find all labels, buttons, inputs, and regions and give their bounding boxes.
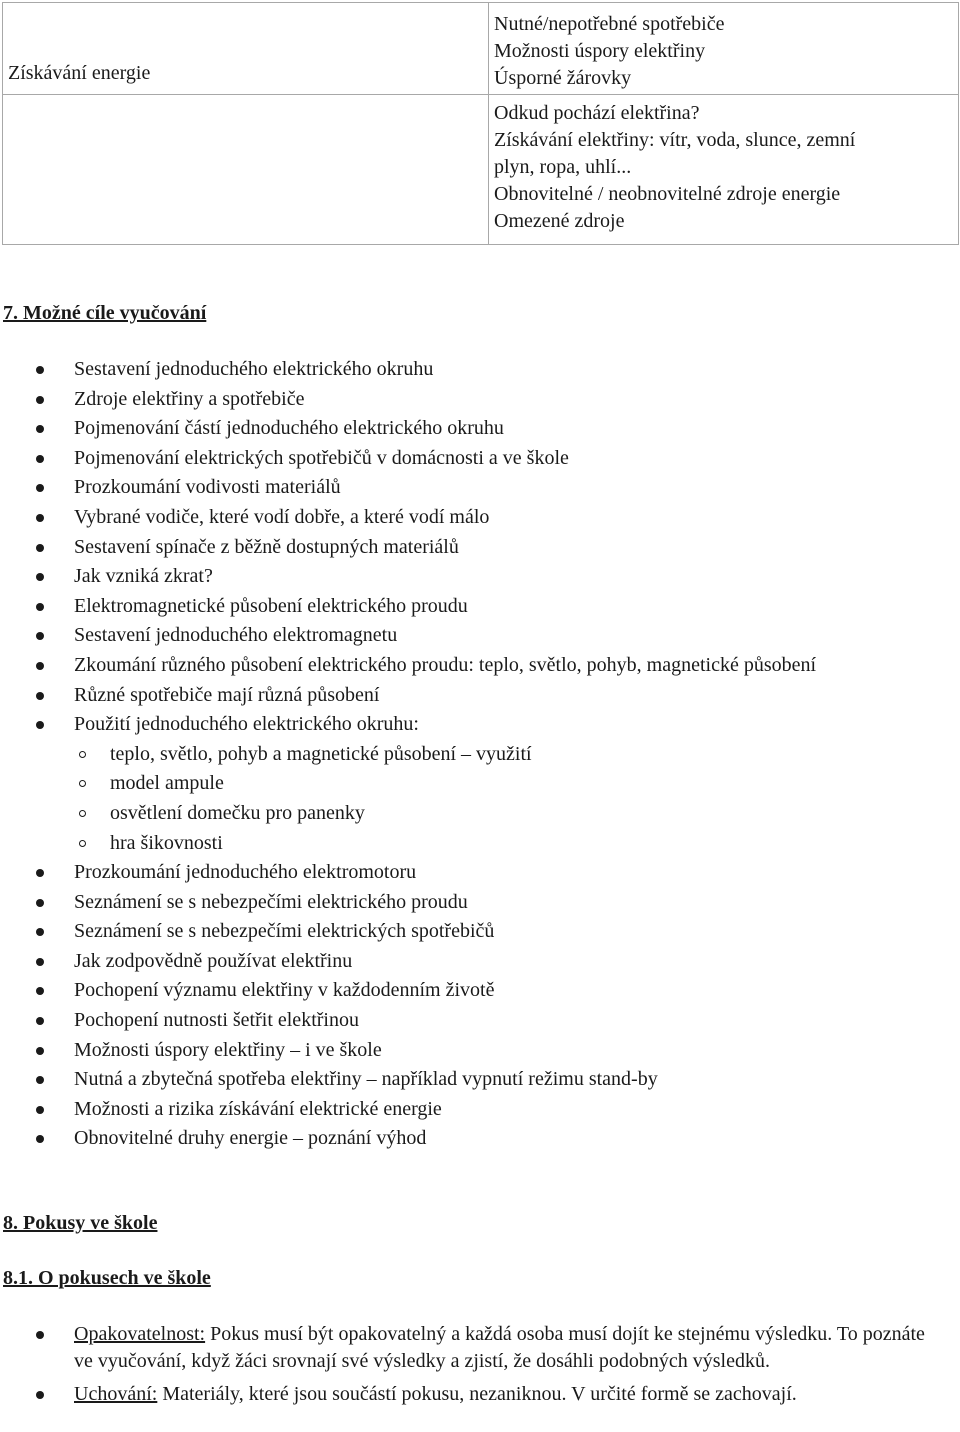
list-item (0, 917, 960, 947)
sub-list-item (0, 740, 960, 770)
list-item (0, 1065, 960, 1095)
list-item (0, 414, 960, 444)
list-item-text: teplo, světlo, pohyb a magnetické působení – využití (110, 742, 532, 765)
bullet-icon (36, 425, 44, 433)
list-item-text: Nutná a zbytečná spotřeba elektřiny – například vypnutí režimu stand-by (74, 1068, 658, 1091)
bullet-icon (36, 514, 44, 522)
list-item (0, 1124, 960, 1154)
list-item-text: Prozkoumání jednoduchého elektromotoru (74, 861, 417, 884)
bullet-icon (36, 692, 44, 700)
list-item-text: Pochopení významu elektřiny v každodenním životě (74, 979, 495, 1002)
content-line: Odkud pochází elektřina? (494, 102, 700, 124)
circle-bullet-icon (79, 780, 86, 787)
list-item (0, 888, 960, 918)
bullet-icon (36, 1391, 44, 1399)
list-item-text: hra šikovnosti (110, 831, 223, 854)
bullet-icon (36, 1017, 44, 1025)
list-item (0, 562, 960, 592)
list-item (0, 621, 960, 651)
circle-bullet-icon (79, 840, 86, 847)
list-item (0, 976, 960, 1006)
bullet-icon (36, 455, 44, 463)
list-item (0, 681, 960, 711)
section-7-heading: 7. Možné cíle vyučování (3, 302, 207, 324)
list-item (0, 355, 960, 385)
list-item-text: Zdroje elektřiny a spotřebiče (74, 387, 305, 410)
list-item (0, 1095, 960, 1125)
bullet-icon (36, 721, 44, 729)
content-line: plyn, ropa, uhlí... (494, 156, 632, 178)
topic-table (2, 2, 959, 245)
list-item-text: Pojmenování částí jednoduchého elektrického okruhu (74, 417, 504, 440)
topic-label: Získávání energie (8, 62, 151, 84)
content-line: Omezené zdroje (494, 210, 625, 232)
bullet-icon (36, 987, 44, 995)
list-item (0, 1006, 960, 1036)
content-line: Získávání elektřiny: vítr, voda, slunce, zemní (494, 129, 856, 151)
bullet-icon (36, 662, 44, 670)
list-item-text: Použití jednoduchého elektrického okruhu: (74, 713, 419, 736)
list-item-text: Možnosti a rizika získávání elektrické energie (74, 1097, 442, 1120)
list-item (0, 947, 960, 977)
list-item-text: Pojmenování elektrických spotřebičů v domácnosti a ve škole (74, 446, 569, 469)
bullet-icon (36, 899, 44, 907)
list-item (0, 858, 960, 888)
bullet-icon (36, 1047, 44, 1055)
term-description: Materiály, které jsou součástí pokusu, nezaniknou. V určité formě se zachovají. (157, 1383, 797, 1405)
list-item (0, 533, 960, 563)
bullet-icon (36, 366, 44, 374)
table-cell-topic (3, 62, 489, 245)
circle-bullet-icon (79, 751, 86, 758)
list-item-text: Možnosti úspory elektřiny – i ve škole (74, 1038, 382, 1061)
list-item (0, 1321, 960, 1375)
list-item-text: osvětlení domečku pro panenky (110, 801, 365, 824)
term-label: Uchování: (74, 1383, 158, 1405)
list-item-text: Seznámení se s nebezpečími elektrických spotřebičů (74, 920, 495, 943)
list-item (0, 385, 960, 415)
table-row (3, 95, 959, 245)
sub-list-item (0, 799, 960, 829)
list-item-text: Prozkoumání vodivosti materiálů (74, 476, 341, 499)
bullet-icon (36, 603, 44, 611)
list-item (0, 473, 960, 503)
bullet-icon (36, 869, 44, 877)
bullet-icon (36, 544, 44, 552)
bullet-icon (36, 573, 44, 581)
bullet-icon (36, 396, 44, 404)
circle-bullet-icon (79, 810, 86, 817)
term-description: Pokus musí být opakovatelný a každá osoba musí dojít ke stejnému výsledku. To poznáte ve vyučování, když žáci srovnají své výsledky a zjistí, že dosáhli podobných výsledků. (74, 1323, 925, 1372)
list-item-text: Jak vzniká zkrat? (74, 565, 213, 588)
list-item-text: model ampule (110, 772, 224, 795)
experiment-principles-list (0, 1321, 960, 1408)
list-item-text: Seznámení se s nebezpečími elektrického proudu (74, 890, 468, 913)
list-item-text: Elektromagnetické působení elektrického proudu (74, 594, 468, 617)
bullet-icon (36, 484, 44, 492)
bullet-icon (36, 1135, 44, 1143)
list-item-text: Sestavení jednoduchého elektromagnetu (74, 624, 398, 647)
content-line: Možnosti úspory elektřiny (494, 40, 706, 62)
list-item (0, 651, 960, 681)
list-item (0, 1036, 960, 1066)
bullet-icon (36, 1331, 44, 1339)
list-item-text: Jak zodpovědně používat elektřinu (74, 949, 353, 972)
list-item-text: Pochopení nutnosti šetřit elektřinou (74, 1009, 359, 1032)
list-item-text: Různé spotřebiče mají různá působení (74, 683, 380, 706)
list-item-text: Sestavení spínače z běžně dostupných materiálů (74, 535, 459, 558)
bullet-icon (36, 928, 44, 936)
list-item (0, 592, 960, 622)
table-cell-content (489, 3, 959, 95)
list-item (0, 503, 960, 533)
list-item (0, 710, 960, 740)
bullet-icon (36, 1076, 44, 1084)
goals-list (0, 355, 960, 1154)
bullet-icon (36, 1106, 44, 1114)
sub-list-item (0, 829, 960, 859)
sub-list-item (0, 769, 960, 799)
list-item-text: Obnovitelné druhy energie – poznání výhod (74, 1127, 427, 1150)
section-8-heading: 8. Pokusy ve škole (3, 1212, 158, 1234)
content-line: Úsporné žárovky (494, 67, 632, 89)
list-item-text: Sestavení jednoduchého elektrického okruhu (74, 358, 434, 380)
section-8-1-heading: 8.1. O pokusech ve škole (3, 1267, 211, 1289)
table-cell-content (489, 95, 959, 245)
term-label: Opakovatelnost: (74, 1323, 206, 1345)
bullet-icon (36, 632, 44, 640)
bullet-icon (36, 958, 44, 966)
list-item-text: Vybrané vodiče, které vodí dobře, a které vodí málo (74, 505, 490, 528)
list-item (0, 1381, 960, 1408)
content-line: Nutné/nepotřebné spotřebiče (494, 13, 725, 35)
list-item (0, 444, 960, 474)
list-item-text: Zkoumání různého působení elektrického proudu: teplo, světlo, pohyb, magnetické působení (74, 653, 817, 676)
content-line: Obnovitelné / neobnovitelné zdroje energie (494, 183, 841, 205)
